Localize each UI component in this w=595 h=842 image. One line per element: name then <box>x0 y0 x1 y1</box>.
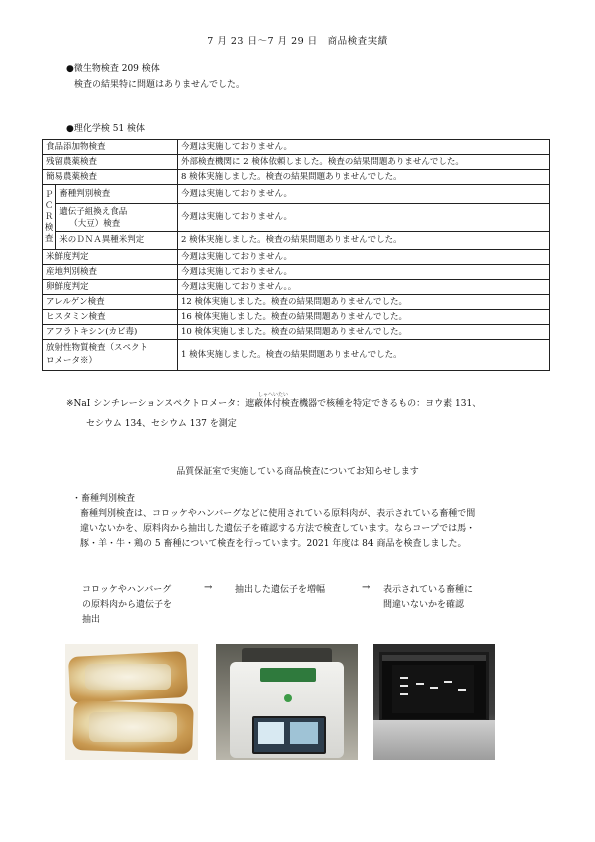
row-name: 簡易農薬検査 <box>43 170 178 185</box>
table-row <box>43 232 550 250</box>
gel-band <box>444 681 452 683</box>
row-name: アレルゲン検査 <box>43 295 178 310</box>
pcr-thermal-cycler-photo <box>216 644 358 760</box>
row-name: 米のＤＮＡ異種米判定 <box>56 232 178 250</box>
table-row <box>43 250 550 265</box>
gel-band <box>400 693 408 695</box>
row-name: 卵鮮度判定 <box>43 280 178 295</box>
gel-image <box>392 665 474 713</box>
species-body-line2: 違いないかを、原料肉から抽出した遺伝子を確認する方法で検査しています。ならコープでは馬・ <box>80 524 476 534</box>
row-name: 食品添加物検査 <box>43 140 178 155</box>
table-row <box>43 295 550 310</box>
flow-step1-line3: 抽出 <box>82 615 101 625</box>
screen-titlebar <box>382 655 486 661</box>
species-body-line1: 畜種判別検査は、コロッケやハンバーグなどに使用されている原料肉が、表示されている畜種で間 <box>80 509 476 519</box>
flow-arrow-2: → <box>362 582 371 593</box>
flow-step1-line2: の原料肉から遺伝子を <box>82 600 173 610</box>
row-result: 外部検査機関に 2 検体依頼しました。検査の結果問題ありませんでした。 <box>178 155 550 170</box>
row-name-line1: 放射性物質検査（スペクト <box>46 343 149 353</box>
row-result: 16 検体実施しました。検査の結果問題ありませんでした。 <box>178 310 550 325</box>
physchem-heading: ●理化学検 51 検体 <box>66 124 146 134</box>
row-name: 産地判別検査 <box>43 265 178 280</box>
inspection-table <box>42 139 550 371</box>
row-result: 10 検体実施しました。検査の結果問題ありませんでした。 <box>178 325 550 340</box>
row-result: 今週は実施しておりません。 <box>178 140 550 155</box>
flow-step3-line2: 間違いないかを確認 <box>383 600 465 610</box>
row-result: 2 検体実施しました。検査の結果問題ありませんでした。 <box>178 232 550 250</box>
table-row <box>43 155 550 170</box>
screen-panel <box>290 722 318 744</box>
footnote-line1: ※NaI シンチレーションスペクトロメータ：遮蔽体付検査機器で核種を特定できるもの：ヨウ素 131、 <box>66 399 482 409</box>
gel-band <box>458 689 466 691</box>
table-row <box>43 325 550 340</box>
laptop-keyboard <box>373 720 495 760</box>
table-row <box>43 280 550 295</box>
gel-band <box>400 677 408 679</box>
gel-band <box>430 687 438 689</box>
micro-result: 検査の結果特に問題はありませんでした。 <box>74 80 246 90</box>
row-result: 8 検体実施しました。検査の結果問題ありませんでした。 <box>178 170 550 185</box>
row-result: 今週は実施しておりません。 <box>178 185 550 204</box>
flow-step2: 抽出した遺伝子を増幅 <box>235 585 326 595</box>
row-name: アフラトキシン(カビ毒) <box>43 325 178 340</box>
species-heading: ・畜種判別検査 <box>72 494 136 504</box>
pcr-logo-icon <box>284 694 292 702</box>
croquette-filling-bottom <box>89 712 177 742</box>
flow-step3-line1: 表示されている畜種に <box>383 585 474 595</box>
row-name: ヒスタミン検査 <box>43 310 178 325</box>
row-name-two-line <box>43 340 178 371</box>
pcr-label-text: Ｐ Ｃ Ｒ 検 査 <box>44 189 54 244</box>
pcr-sample-block <box>260 668 316 682</box>
page-title: 7 月 23 日～7 月 29 日 商品検査実績 <box>207 36 388 47</box>
row-result: 今週は実施しておりません。 <box>178 250 550 265</box>
croquette-photo <box>65 644 198 760</box>
row-name-line2: ロメータ※） <box>46 356 98 366</box>
gel-band <box>416 683 424 685</box>
flow-arrow-1: → <box>204 582 213 593</box>
micro-heading: ●微生物検査 209 検体 <box>66 64 160 74</box>
table-row <box>43 204 550 232</box>
species-body <box>80 507 560 552</box>
table-row <box>43 265 550 280</box>
table-row <box>43 185 550 204</box>
flow-step3 <box>383 583 473 613</box>
gel-band <box>400 685 408 687</box>
species-body-line3: 豚・羊・牛・鶏の 5 畜種について検査を行っています。2021 年度は 84 商品を検査しました。 <box>80 539 467 549</box>
row-name: 米鮮度判定 <box>43 250 178 265</box>
notice-text: 品質保証室で実施している商品検査についてお知らせします <box>176 467 419 477</box>
row-name-two-line <box>56 204 178 232</box>
footnote-ruby: しゃへいたい <box>258 392 289 398</box>
footnote-line2: セシウム 134、セシウム 137 を測定 <box>86 419 237 429</box>
laptop-gel-image-photo <box>373 644 495 760</box>
row-name-line2: （大豆）検査 <box>69 218 121 229</box>
row-name: 畜種判別検査 <box>56 185 178 204</box>
row-result: 12 検体実施しました。検査の結果問題ありませんでした。 <box>178 295 550 310</box>
row-result: 今週は実施しておりません。。 <box>178 280 550 295</box>
table-row <box>43 170 550 185</box>
pcr-group-label <box>43 185 56 250</box>
laptop-screen <box>379 652 489 722</box>
row-result: 1 検体実施しました。検査の結果問題ありませんでした。 <box>178 340 550 371</box>
row-result: 今週は実施しておりません。 <box>178 265 550 280</box>
row-name-line1: 遺伝子組換え食品 <box>59 206 128 217</box>
table-row <box>43 140 550 155</box>
row-result: 今週は実施しておりません。 <box>178 204 550 232</box>
pcr-touch-screen <box>252 716 326 754</box>
table-row <box>43 310 550 325</box>
screen-panel <box>258 722 284 744</box>
row-name: 残留農薬検査 <box>43 155 178 170</box>
flow-step1 <box>82 583 172 628</box>
croquette-filling-top <box>85 664 171 690</box>
flow-step1-line1: コロッケやハンバーグ <box>82 585 172 595</box>
table-row <box>43 340 550 371</box>
